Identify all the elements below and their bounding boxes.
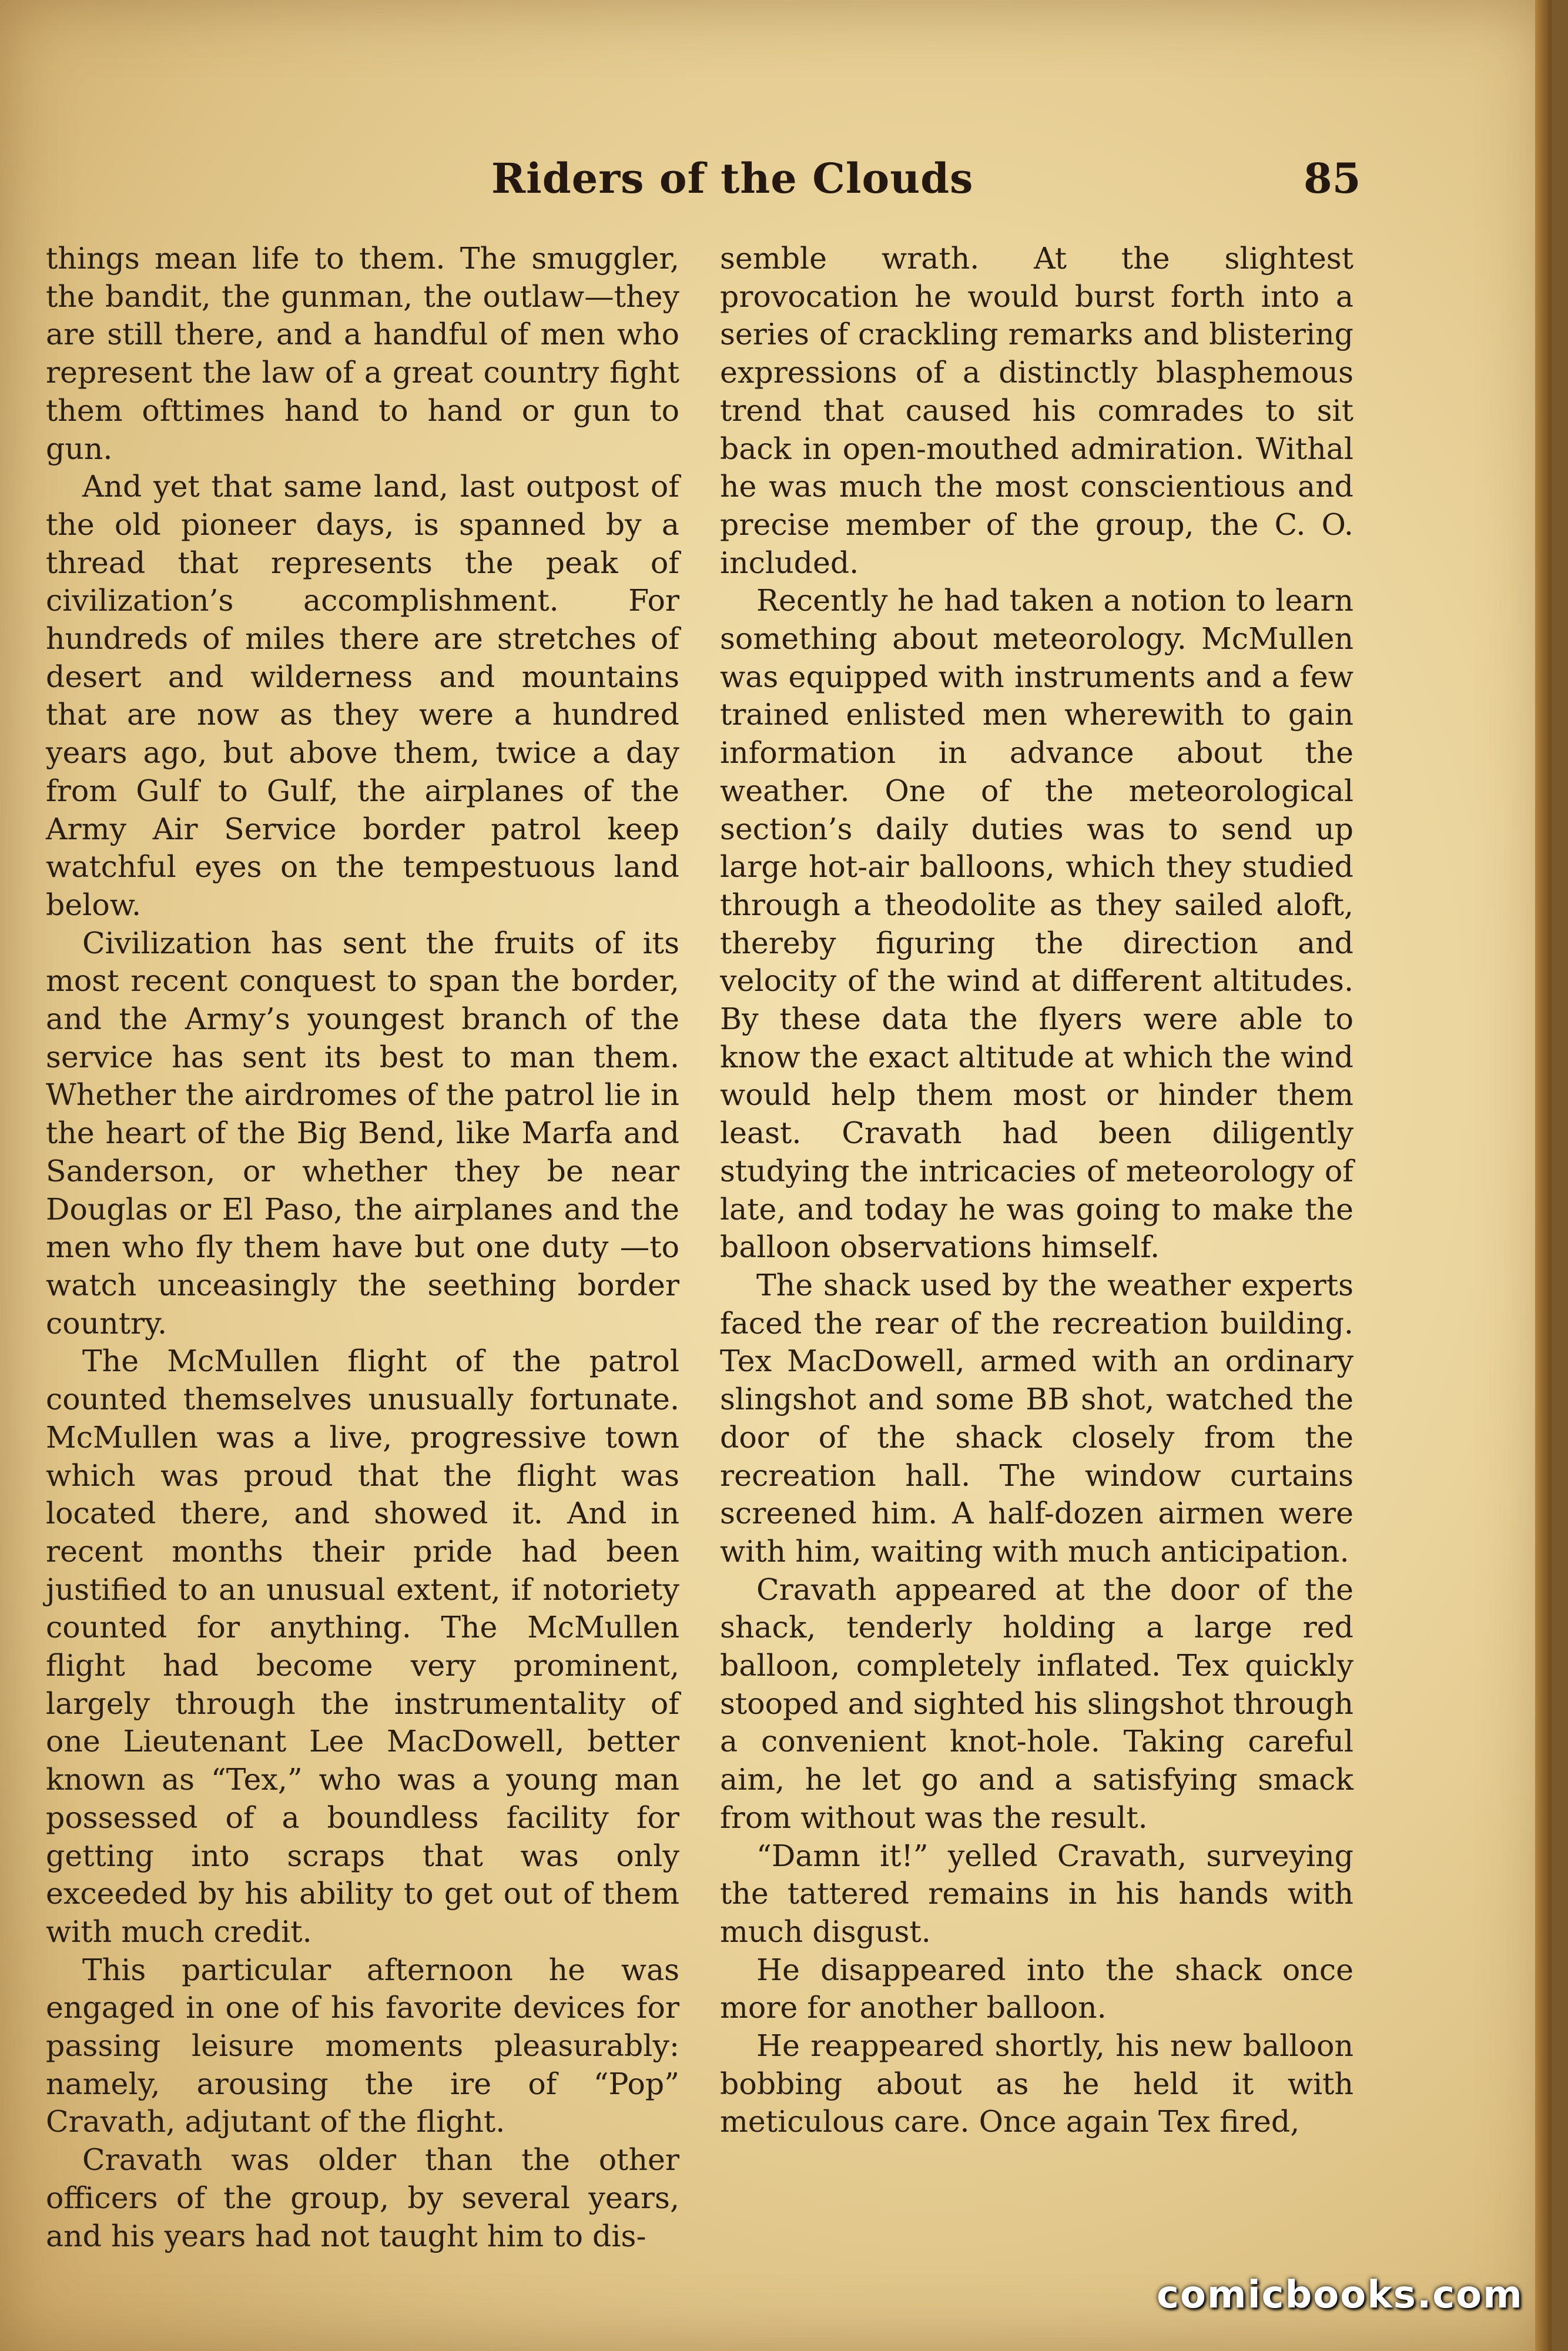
paragraph: Civilization has sent the fruits of its most recent conquest to span the border, and the Army’s youngest branch of the service has sent its best to man them. Whether the airdromes of the patrol lie in the heart of the Big Bend, like Marfa and Sanderson, or whether they be near Douglas or El Paso, the airplanes and the men who fly them have but one duty —to watch unceasingly the seething border country. (46, 925, 679, 1341)
paragraph: And yet that same land, last outpost of the old pioneer days, is spanned by a thread that represents the peak of civilization’s accomplishment. For hundreds of miles there are stretches of desert and wilderness and mountains that are now as they were a hundred years ago, but above them, twice a day from Gulf to Gulf, the airplanes of the Army Air Service border patrol keep watchful eyes on the tempestuous land below. (46, 469, 679, 922)
left-column (46, 240, 679, 2253)
paragraph: The shack used by the weather experts faced the rear of the recreation building. Tex MacDowell, armed with an ordinary slingshot and some BB shot, watched the door of the shack closely from the recreation hall. The window curtains screened him. A half-dozen airmen were with him, waiting with much anticipation. (720, 1267, 1353, 1569)
paragraph: Cravath appeared at the door of the shack, tenderly holding a large red balloon, completely inflated. Tex quickly stooped and sighted his slingshot through a convenient knot-hole. Taking careful aim, he let go and a satisfying smack from without was the result. (720, 1572, 1353, 1835)
paragraph: He disappeared into the shack once more for another balloon. (720, 1952, 1353, 2025)
paragraph: This particular afternoon he was engaged in one of his favorite devices for passing leisure moments pleasurably: namely, arousing the ire of “Pop” Cravath, adjutant of the flight. (46, 1952, 679, 2139)
running-title: Riders of the Clouds (491, 154, 974, 203)
paragraph: semble wrath. At the slightest provocation he would burst forth into a series of crackling remarks and blistering expressions of a distinctly blasphemous trend that caused his comrades to sit back in open-mouthed admiration. Withal he was much the most conscientious and precise member of the group, the C. O. included. (720, 241, 1353, 580)
paragraph: things mean life to them. The smuggler, the bandit, the gunman, the outlaw—they are still there, and a handful of men who represent the law of a great country fight them ofttimes hand to hand or gun to gun. (46, 241, 679, 466)
watermark: comicbooks.com (1157, 2273, 1523, 2317)
paragraph: “Damn it!” yelled Cravath, surveying the tattered remains in his hands with much disgust. (720, 1838, 1353, 1949)
paragraph: The McMullen flight of the patrol counted themselves unusually fortunate. McMullen was a live, progressive town which was proud that the flight was located there, and showed it. And in recent months their pride had been justified to an unusual extent, if notoriety counted for anything. The McMullen flight had become very prominent, largely through the instrumentality of one Lieutenant Lee MacDowell, better known as “Tex,” who was a young man possessed of a boundless facility for getting into scraps that was only exceeded by his ability to get out of them with much credit. (46, 1344, 679, 1949)
paragraph: Recently he had taken a notion to learn something about meteorology. McMullen was equipped with instruments and a few trained enlisted men wherewith to gain information in advance about the weather. One of the meteorological section’s daily duties was to send up large hot-air balloons, which they studied through a theodolite as they sailed aloft, thereby figuring the direction and velocity of the wind at different altitudes. By these data the flyers were able to know the exact altitude at which the wind would help them most or hinder them least. Cravath had been diligently studying the intricacies of meteorology of late, and today he was going to make the balloon observations himself. (720, 583, 1353, 1265)
running-head (0, 147, 1375, 212)
right-column (720, 240, 1353, 2215)
page-edge (1535, 0, 1552, 2351)
paragraph: Cravath was older than the other officers of the group, by several years, and his years had not taught him to dis- (46, 2142, 679, 2253)
paragraph: He reappeared shortly, his new balloon bobbing about as he held it with meticulous care. Once again Tex fired, (720, 2028, 1353, 2139)
page-number: 85 (1304, 154, 1361, 203)
